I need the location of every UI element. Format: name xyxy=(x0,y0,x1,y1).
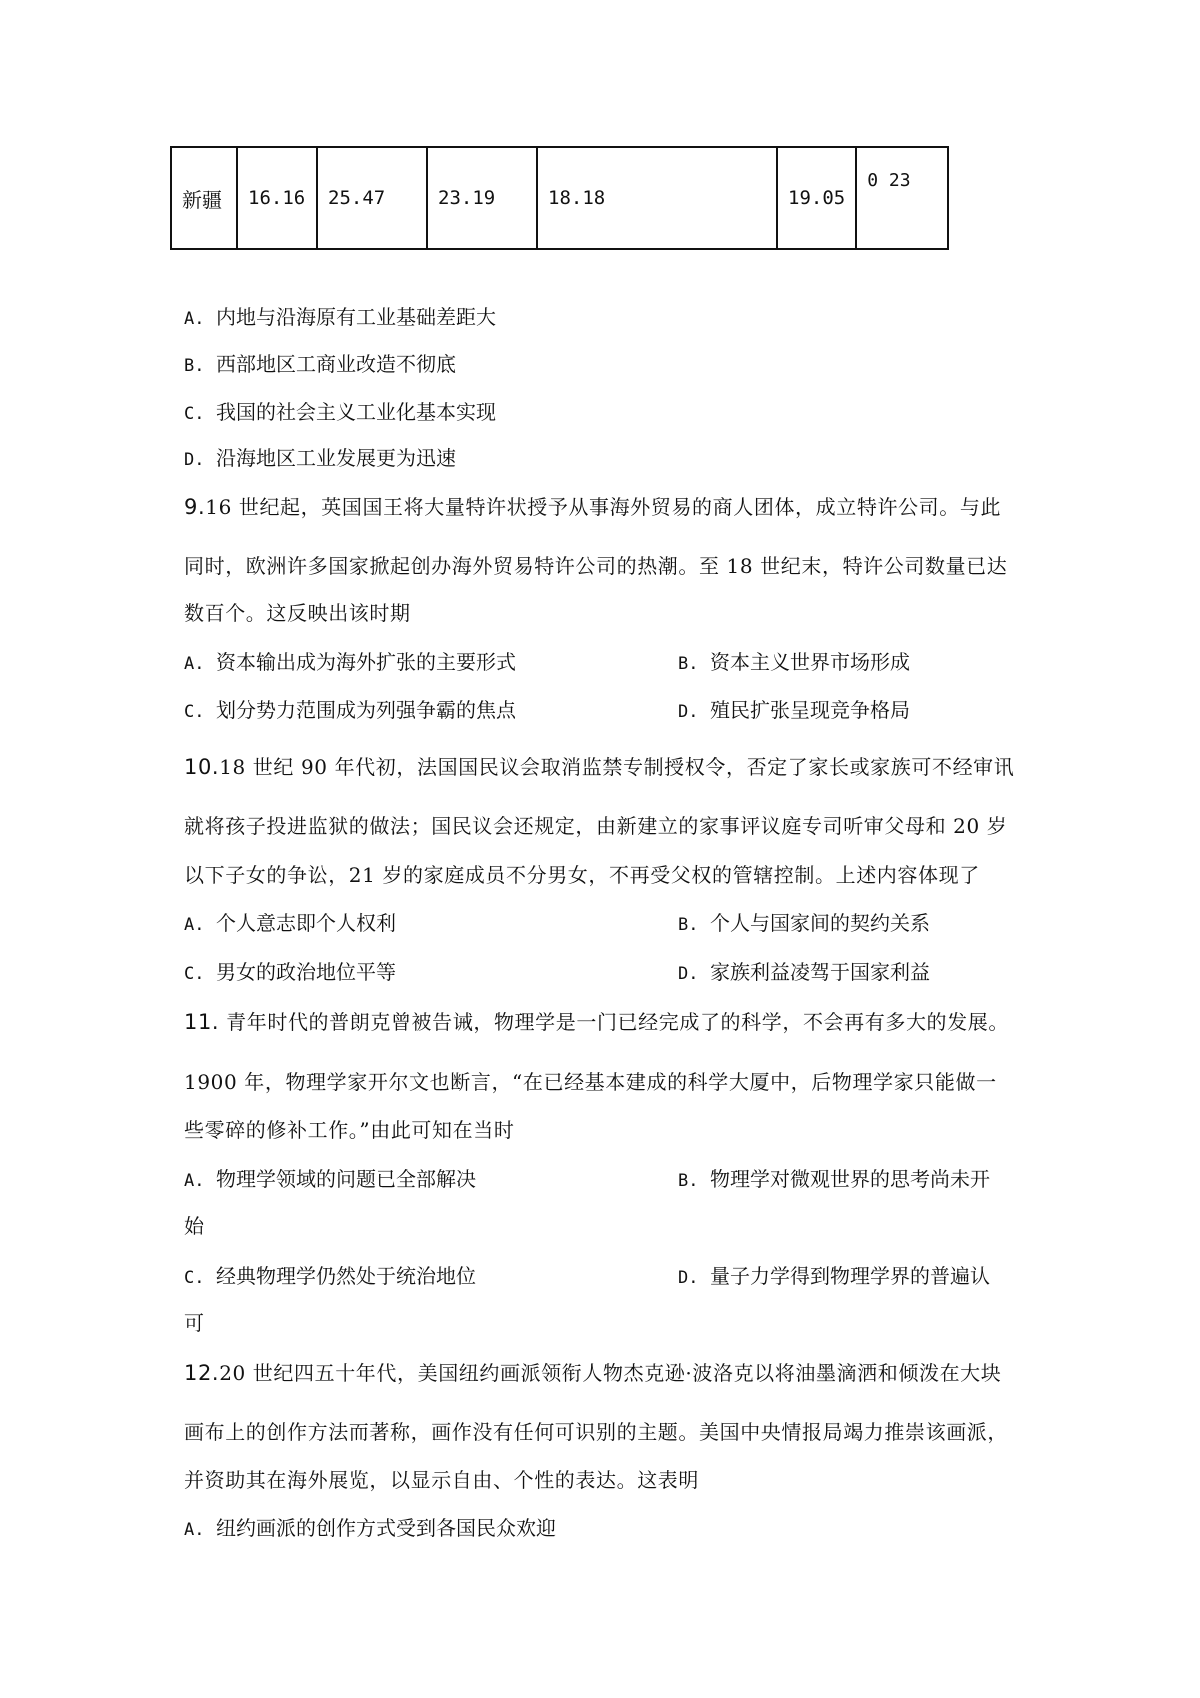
table-cell-region: 新疆 xyxy=(171,147,237,249)
q12-option-a xyxy=(184,1514,556,1544)
q8-option-d xyxy=(184,444,456,474)
option-letter: C. xyxy=(184,404,205,424)
q10-option-a xyxy=(184,909,396,939)
q9-option-a xyxy=(184,648,516,678)
option-letter: C. xyxy=(184,964,205,984)
option-text: 内地与沿海原有工业基础差距大 xyxy=(216,305,496,329)
option-letter: B. xyxy=(678,1171,699,1191)
question-number: 12. xyxy=(184,1361,220,1385)
question-number: 9. xyxy=(184,495,206,519)
q11-option-d xyxy=(678,1262,990,1292)
option-letter: D. xyxy=(678,964,699,984)
option-text: 划分势力范围成为列强争霸的焦点 xyxy=(216,698,516,722)
option-text: 个人意志即个人权利 xyxy=(216,911,396,935)
q11-option-a xyxy=(184,1165,476,1195)
option-letter: B. xyxy=(678,915,699,935)
option-letter: C. xyxy=(184,702,205,722)
option-text: 经典物理学仍然处于统治地位 xyxy=(216,1264,476,1288)
question-number: 11. xyxy=(184,1010,220,1034)
q11-stem-line-1 xyxy=(184,1008,1009,1036)
option-letter: B. xyxy=(184,356,205,376)
option-text: 个人与国家间的契约关系 xyxy=(710,911,930,935)
table-row xyxy=(171,147,948,249)
q11-stem-line-3: 些零碎的修补工作。”由此可知在当时 xyxy=(184,1118,515,1142)
option-text: 纽约画派的创作方式受到各国民众欢迎 xyxy=(216,1516,556,1540)
option-letter: A. xyxy=(184,309,205,329)
option-letter: C. xyxy=(184,1268,205,1288)
option-text: 家族利益凌驾于国家利益 xyxy=(710,960,930,984)
option-text: 物理学对微观世界的思考尚未开 xyxy=(710,1167,990,1191)
q11-option-b xyxy=(678,1165,990,1195)
question-number: 10. xyxy=(184,755,220,779)
q10-stem-line-3: 以下子女的争讼，21 岁的家庭成员不分男女，不再受父权的管辖控制。上述内容体现了 xyxy=(184,863,980,887)
stem-text: 20 世纪四五十年代，美国纽约画派领衔人物杰克逊·波洛克以将油墨滴洒和倾泼在大块 xyxy=(219,1361,1002,1385)
q9-stem-line-2: 同时，欧洲许多国家掀起创办海外贸易特许公司的热潮。至 18 世纪末，特许公司数量已达 xyxy=(184,554,1008,578)
option-text: 西部地区工商业改造不彻底 xyxy=(216,352,456,376)
table-cell: 19.05 xyxy=(777,147,856,249)
q9-stem-line-3: 数百个。这反映出该时期 xyxy=(184,601,411,625)
q11-option-c xyxy=(184,1262,476,1292)
table-cell: 18.18 xyxy=(537,147,777,249)
q10-option-d xyxy=(678,958,930,988)
option-letter: A. xyxy=(184,654,205,674)
option-letter: D. xyxy=(678,702,699,722)
q11-option-b-continued: 始 xyxy=(184,1214,204,1238)
q9-option-b xyxy=(678,648,910,678)
option-text: 物理学领域的问题已全部解决 xyxy=(216,1167,476,1191)
table-cell: 16.16 xyxy=(237,147,317,249)
option-text: 量子力学得到物理学界的普遍认 xyxy=(710,1264,990,1288)
table-cell: 25.47 xyxy=(317,147,427,249)
q11-stem-line-2: 1900 年，物理学家开尔文也断言，“在已经基本建成的科学大厦中，后物理学家只能做一 xyxy=(184,1070,997,1094)
option-letter: A. xyxy=(184,915,205,935)
option-text: 资本主义世界市场形成 xyxy=(710,650,910,674)
q8-option-c xyxy=(184,398,496,428)
stem-text: 16 世纪起，英国国王将大量特许状授予从事海外贸易的商人团体，成立特许公司。与此 xyxy=(205,495,1002,519)
option-text: 我国的社会主义工业化基本实现 xyxy=(216,400,496,424)
q10-option-c xyxy=(184,958,396,988)
q10-option-b xyxy=(678,909,930,939)
q12-stem-line-1 xyxy=(184,1359,1001,1387)
option-text: 男女的政治地位平等 xyxy=(216,960,396,984)
q9-option-c xyxy=(184,696,516,726)
option-letter: D. xyxy=(184,450,205,470)
q10-stem-line-2: 就将孩子投进监狱的做法；国民议会还规定，由新建立的家事评议庭专司听审父母和 20 岁 xyxy=(184,814,1008,838)
q8-option-b xyxy=(184,350,456,380)
option-text: 殖民扩张呈现竞争格局 xyxy=(710,698,910,722)
q9-option-d xyxy=(678,696,910,726)
table-cell: 0 23 xyxy=(856,147,948,249)
stem-text: 18 世纪 90 年代初，法国国民议会取消监禁专制授权令，否定了家长或家族可不经审讯 xyxy=(219,755,1015,779)
option-letter: B. xyxy=(678,654,699,674)
option-text: 资本输出成为海外扩张的主要形式 xyxy=(216,650,516,674)
option-letter: D. xyxy=(678,1268,699,1288)
q12-stem-line-3: 并资助其在海外展览，以显示自由、个性的表达。这表明 xyxy=(184,1468,699,1492)
q11-option-d-continued: 可 xyxy=(184,1311,204,1335)
q8-option-a xyxy=(184,303,496,333)
option-text: 沿海地区工业发展更为迅速 xyxy=(216,446,456,470)
q9-stem-line-1 xyxy=(184,493,1001,521)
table-cell: 23.19 xyxy=(427,147,537,249)
q10-stem-line-1 xyxy=(184,753,1014,781)
option-letter: A. xyxy=(184,1171,205,1191)
industry-data-table xyxy=(170,146,949,250)
stem-text: 青年时代的普朗克曾被告诫，物理学是一门已经完成了的科学，不会再有多大的发展。 xyxy=(219,1010,1009,1034)
option-letter: A. xyxy=(184,1520,205,1540)
q12-stem-line-2: 画布上的创作方法而著称，画作没有任何可识别的主题。美国中央情报局竭力推崇该画派， xyxy=(184,1420,1008,1444)
